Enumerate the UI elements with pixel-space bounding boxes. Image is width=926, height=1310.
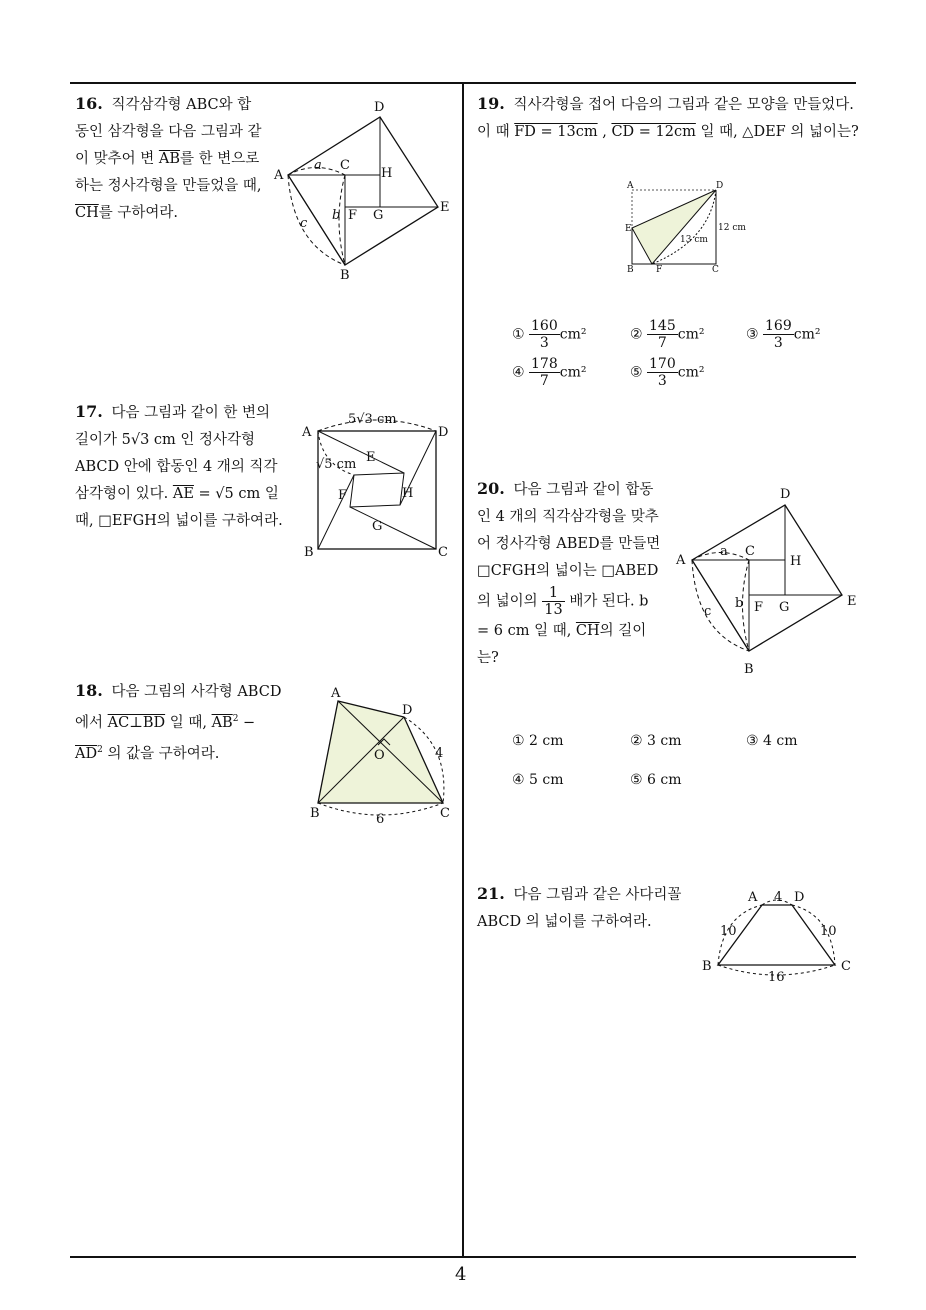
choice-value: 4 cm [763,733,798,749]
q16-figure [268,95,458,285]
label-b: B [744,662,754,677]
q19-figure [622,180,752,280]
question-17 [75,398,285,535]
expr-ad: $\overline{AD}$ [75,745,98,762]
question-number: 21. [477,884,505,903]
q19-choice-2[interactable] [630,318,704,351]
q17-figure [300,405,460,565]
label-c: C [745,544,755,559]
label-d: D [438,425,449,440]
label-d: D [794,890,805,905]
label-left-length: 10 [720,924,737,939]
choice-mark: ⑤ [630,364,643,381]
question-text-2: 일 때, △DEF 의 넓이는? [700,124,859,140]
q20-choice-1[interactable] [512,733,564,749]
q20-choice-3[interactable] [746,733,798,749]
choice-mark: ④ [512,364,525,381]
choice-value: 6 cm [647,772,682,788]
line-c-f [350,507,436,549]
question-text-3: 의 길이는? [477,623,647,666]
label-e: E [366,450,376,465]
q19-choice-1[interactable] [512,318,586,351]
unit: cm² [559,326,587,343]
label-d: D [716,181,724,191]
label-right-length: 10 [820,924,837,939]
label-g: G [373,208,384,223]
question-text-2: 일 때, [169,714,207,731]
question-number: 20. [477,479,505,498]
fraction [647,356,678,389]
numerator: 145 [649,318,676,334]
expr-ab: $\overline{AB}$ [211,714,233,731]
segment-ae: $\overline{AE}$ [172,486,194,502]
q19-choice-5[interactable] [630,356,704,389]
label-g: G [372,519,383,534]
label-ae: √5 cm [316,457,357,472]
choice-mark: ④ [512,772,525,788]
q20-figure [672,485,862,680]
denominator: 3 [773,335,783,351]
label-b: B [627,265,634,275]
label-h: H [402,486,414,501]
label-g: G [779,600,790,615]
numerator: 178 [531,356,558,372]
label-side: 12 cm [718,223,746,233]
label-h: H [381,166,393,181]
q19-choice-3[interactable] [746,318,820,351]
fraction [529,318,560,351]
value-cd: CD = 12cm [611,124,696,140]
question-number: 19. [477,94,505,113]
label-b: B [702,959,712,974]
unit: cm² [677,326,705,343]
question-number: 16. [75,94,103,113]
label-d: D [374,100,385,115]
label-b: B [304,545,314,560]
choice-mark: ⑤ [630,772,643,788]
label-a: A [274,168,284,183]
label-c: C [440,806,450,821]
choice-mark: ① [512,326,525,343]
fraction [542,585,564,618]
label-fold: 13 cm [680,235,708,245]
denominator: 7 [539,373,549,389]
label-e: E [440,200,450,215]
question-18: 18. 다음 그림의 사각형 ABCD에서 AC⊥BD 일 때, $\overline{AB}^2 - \overline{AD}^2$ 의 값을 구하여라. [75,681,282,762]
numerator: 1 [542,585,564,602]
minus-sign: − [243,714,256,731]
question-text-3: 를 구하여라. [98,205,179,221]
fraction [647,318,678,351]
page-number: 4 [455,1264,467,1285]
choice-value: 2 cm [529,733,564,749]
question-20 [477,475,662,672]
triangle-def [632,190,716,264]
question-text: 다음 그림과 같은 사다리꼴 ABCD 의 넓이를 구하여라. [477,887,682,930]
numerator: 169 [765,318,792,334]
bottom-rule [70,1256,856,1258]
q18-figure [300,685,460,830]
denominator: 13 [544,602,563,618]
label-top-length: 4 [774,890,783,905]
question-text-2: 배가 된다. b = 6 cm 일 때, [477,593,649,639]
question-text: 직각삼각형 ABC와 합동인 삼각형을 다음 그림과 같이 맞추어 변 [75,97,262,167]
label-a: A [627,181,634,191]
q20-choice-5[interactable] [630,772,682,788]
numerator: 170 [649,356,676,372]
question-text: 다음 그림과 같이 합동인 4 개의 직각삼각형을 맞추어 정사각형 ABED를 만들면 □CFGH의 넓이는 □ABED의 넓이의 [477,482,661,610]
denominator: 3 [657,373,667,389]
choice-mark: ① [512,733,525,749]
q19-choice-4[interactable] [512,356,586,389]
label-d: D [402,703,413,718]
question-text: 다음 그림의 사각형 ABCD에서 [75,684,282,731]
segment-ab: $\overline{AB}$ [158,151,181,167]
dashed-arc-b [743,560,750,651]
fraction [763,318,794,351]
label-c-small: c [704,604,712,619]
q20-choice-2[interactable] [630,733,682,749]
label-bottom-length: 16 [768,970,785,985]
label-a: A [676,553,686,568]
outer-square [692,505,842,651]
label-a-small: a [720,544,728,559]
label-o: O [374,748,385,763]
label-c: C [841,959,851,974]
question-21 [477,880,687,936]
column-divider [462,82,464,1258]
question-16 [75,90,265,227]
outer-square [288,117,438,265]
choice-mark: ③ [746,326,759,343]
choice-value: 5 cm [529,772,564,788]
choice-mark: ② [630,733,643,749]
label-a: A [302,425,312,440]
label-b-small: b [332,208,341,223]
denominator: 7 [657,335,667,351]
choice-value: 3 cm [647,733,682,749]
choice-mark: ② [630,326,643,343]
denominator: 3 [539,335,549,351]
question-text-2: 를 한 변으로 하는 정사각형을 만들었을 때, [75,151,262,194]
q21-figure [700,885,860,985]
fraction [529,356,560,389]
segment-ch: $\overline{CH}$ [75,205,99,221]
segment-ch: $\overline{CH}$ [575,623,600,639]
question-text: 직사각형을 접어 다음의 그림과 같은 모양을 만들었다. 이 때 [477,97,854,140]
label-c-small: c [300,216,308,231]
question-number: 18. [75,681,103,700]
label-c: C [340,158,350,173]
label-e: E [847,594,857,609]
label-c: C [712,265,719,275]
square-efgh [350,473,404,507]
label-f: F [348,208,358,223]
label-a: A [331,686,341,701]
label-a-small: a [314,158,322,173]
label-a: A [748,890,758,905]
choice-mark: ③ [746,733,759,749]
unit: cm² [793,326,821,343]
label-c: C [438,545,448,560]
label-f: F [338,488,348,503]
label-b-small: b [735,596,744,611]
label-b: B [310,806,320,821]
label-e: E [625,224,632,234]
label-b: B [340,268,350,283]
question-19: 19. 직사각형을 접어 다음의 그림과 같은 모양을 만들었다. 이 때 FD = 13cm , CD = 12cm 일 때, △DEF 의 넓이는? [477,94,859,140]
label-f: F [754,600,764,615]
question-number: 17. [75,402,103,421]
label-cd-length: 4 [435,746,444,761]
line-b-e [318,475,354,549]
question-text: 다음 그림과 같이 한 변의 길이가 5√3 cm 인 정사각형 ABCD 안에 합동인 4 개의 직각삼각형이 있다. [75,405,278,502]
label-f: F [656,265,663,275]
unit: cm² [677,364,705,381]
label-bc-length: 6 [376,812,385,827]
label-h: H [790,554,802,569]
question-text-3: 의 값을 구하여라. [107,745,220,762]
perpendicular-relation: AC⊥BD [107,714,166,731]
numerator: 160 [531,318,558,334]
q20-choice-4[interactable] [512,772,564,788]
question-text-2: = √5 cm 일 때, □EFGH의 넓이를 구하여라. [75,486,283,529]
unit: cm² [559,364,587,381]
label-d: D [780,487,791,502]
value-fd: FD = 13cm [514,124,598,140]
label-side: 5√3 cm [348,412,397,427]
